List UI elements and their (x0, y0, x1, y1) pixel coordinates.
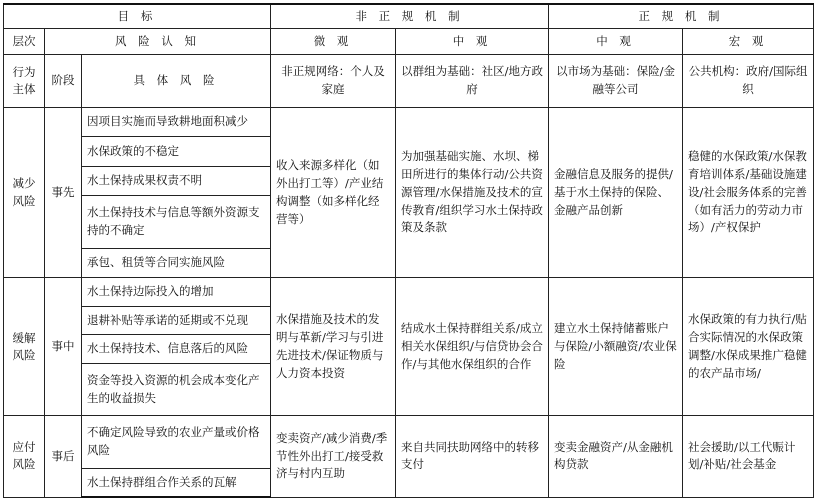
macro-measures: 水保政策的有力执行/贴合实际情况的水保政策调整/水保成果推广稳健的农产品市场/ (683, 278, 814, 416)
informal-mechanism-header: 非 正 规 机 制 (271, 4, 549, 29)
table-row (4, 107, 814, 136)
meso-informal-measures: 为加强基础实施、水坝、梯田所进行的集体行动/公共资源管理/水保措施及技术的宣传教育/组织学习水土保持政策及条款 (396, 107, 549, 278)
meso-informal-header: 中 观 (396, 29, 549, 55)
meso-informal-measures: 来自共同扶助网络中的转移支付 (396, 416, 549, 497)
actor-macro: 公共机构：政府/国际组织 (683, 55, 814, 108)
meso-formal-measures: 变卖金融资产/从金融机构贷款 (549, 416, 683, 497)
meso-formal-measures: 建立水土保持储蓄账户与保险/小额融资/农业保险 (549, 278, 683, 416)
risk-item: 退耕补贴等承诺的延期或不兑现 (82, 306, 271, 334)
micro-measures: 变卖资产/减少消费/季节性外出打工/接受救济与村内互助 (271, 416, 396, 497)
risk-item: 水土保持群组合作关系的瓦解 (82, 468, 271, 497)
risk-item: 承包、租赁等合同实施风险 (82, 249, 271, 278)
header-row-actors (4, 55, 814, 108)
macro-measures: 社会援助/以工代赈计划/补贴/社会基金 (683, 416, 814, 497)
table-row (4, 416, 814, 469)
micro-measures: 水保措施及技术的发明与革新/学习与引进先进技术/保证物质与人力资本投资 (271, 278, 396, 416)
micro-measures: 收入来源多样化（如外出打工等）/产业结构调整（如多样化经营等） (271, 107, 396, 278)
risk-item: 水保政策的不稳定 (82, 137, 271, 166)
formal-mechanism-header: 正 规 机 制 (549, 4, 814, 29)
header-row-goal (4, 4, 814, 29)
group-stage-before: 事先 (45, 107, 82, 278)
actor-meso-formal: 以市场为基础：保险/金融等公司 (549, 55, 683, 108)
actor-micro: 非正规网络：个人及家庭 (271, 55, 396, 108)
header-row-levels (4, 29, 814, 55)
table-row (4, 278, 814, 306)
meso-formal-header: 中 观 (549, 29, 683, 55)
risk-item: 水土保持成果权责不明 (82, 166, 271, 195)
risk-management-table (3, 3, 814, 498)
meso-formal-measures: 金融信息及服务的提供/基于水土保持的保险、金融产品创新 (549, 107, 683, 278)
meso-informal-measures: 结成水土保持群组关系/成立相关水保组织/与信贷协会合作/与其他水保组织的合作 (396, 278, 549, 416)
stage-label: 阶段 (45, 55, 82, 108)
risk-item: 不确定风险导致的农业产量或价格风险 (82, 416, 271, 469)
group-name-mitigate: 缓解风险 (4, 278, 45, 416)
risk-item: 资金等投入资源的机会成本变化产生的收益损失 (82, 363, 271, 416)
specific-risk-label: 具 体 风 险 (82, 55, 271, 108)
macro-measures: 稳健的水保政策/水保教育培训体系/基础设施建设/社会服务体系的完善（如有活力的劳动力市场）/产权保护 (683, 107, 814, 278)
micro-level-header: 微 观 (271, 29, 396, 55)
goal-header: 目 标 (4, 4, 271, 29)
risk-item: 水土保持技术与信息等额外资源支持的不确定 (82, 196, 271, 249)
group-stage-after: 事后 (45, 416, 82, 497)
risk-item: 水土保持技术、信息落后的风险 (82, 335, 271, 363)
risk-cognition-header: 风 险 认 知 (45, 29, 271, 55)
actor-meso-informal: 以群组为基础：社区/地方政府 (396, 55, 549, 108)
actor-label: 行为主体 (4, 55, 45, 108)
group-name-reduce: 减少风险 (4, 107, 45, 278)
risk-item: 因项目实施而导致耕地面积减少 (82, 107, 271, 136)
group-name-cope: 应付风险 (4, 416, 45, 497)
risk-item: 水土保持边际投入的增加 (82, 278, 271, 306)
layer-label: 层次 (4, 29, 45, 55)
macro-level-header: 宏 观 (683, 29, 814, 55)
group-stage-during: 事中 (45, 278, 82, 416)
